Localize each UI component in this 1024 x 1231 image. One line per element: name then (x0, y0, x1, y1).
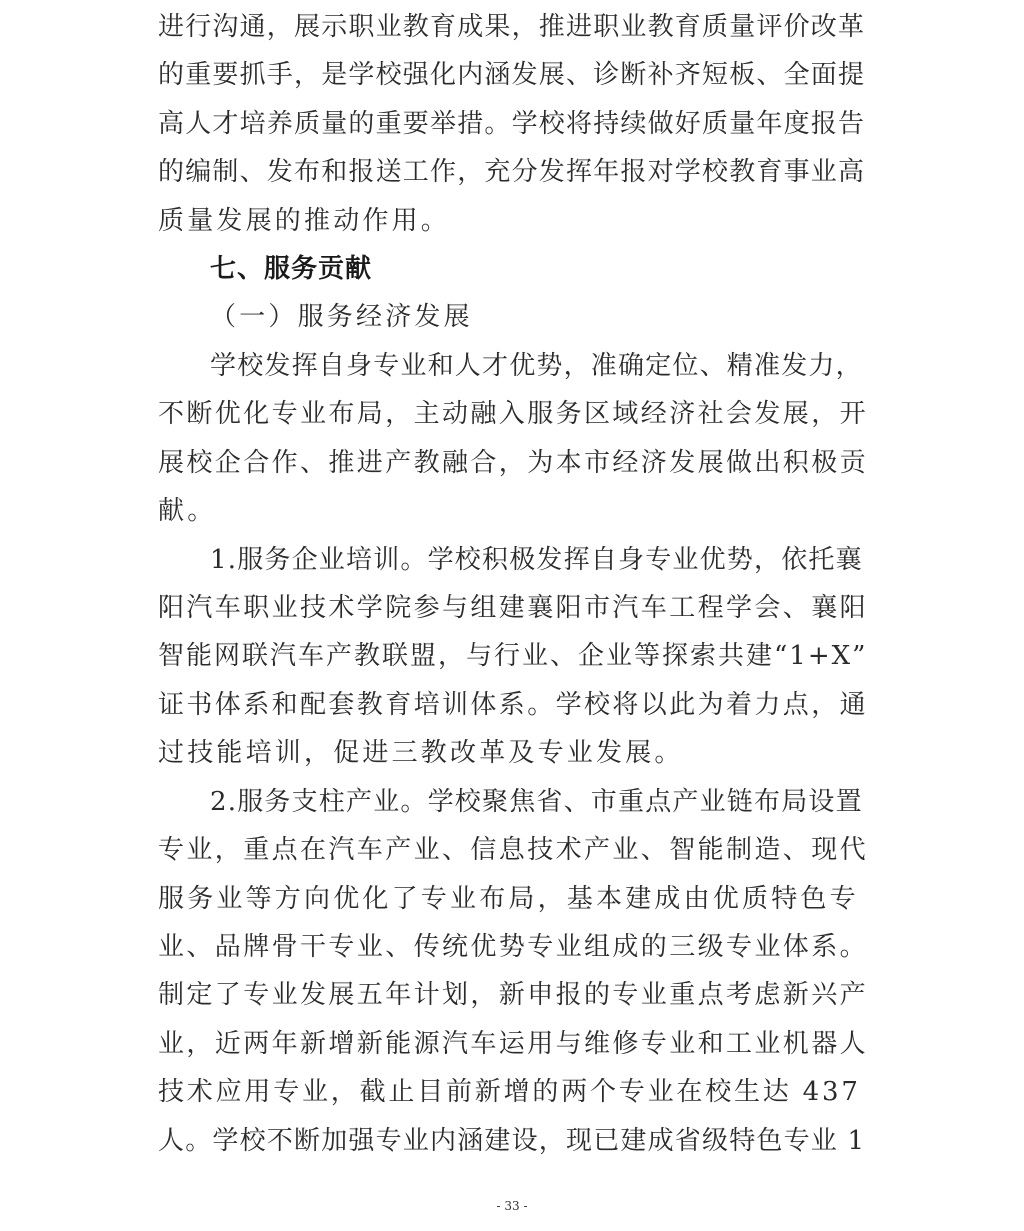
paragraph-intro-line: 的重要抓手，是学校强化内涵发展、诊断补齐短板、全面提 (158, 60, 866, 90)
page-number: - 33 - (496, 1199, 528, 1213)
paragraph-industry-line: 制定了专业发展五年计划，新申报的专业重点考虑新兴产 (158, 980, 869, 1010)
paragraph-industry-line: 专业，重点在汽车产业、信息技术产业、智能制造、现代 (158, 835, 869, 865)
paragraph-training-line: 过技能培训，促进三教改革及专业发展。 (158, 738, 684, 768)
paragraph-industry-line: 业，近两年新增新能源汽车运用与维修专业和工业机器人 (158, 1029, 869, 1059)
paragraph-intro-line: 进行沟通，展示职业教育成果，推进职业教育质量评价改革 (158, 12, 866, 42)
paragraph-economy-line: 不断优化专业布局，主动融入服务区域经济社会发展，开 (158, 399, 869, 429)
paragraph-economy-line: 献。 (158, 496, 217, 526)
paragraph-industry-line: 2.服务支柱产业。学校聚焦省、市重点产业链布局设置 (210, 787, 863, 817)
paragraph-training-line: 证书体系和配套教育培训体系。学校将以此为着力点，通 (158, 690, 869, 720)
paragraph-training-line: 智能网联汽车产教联盟，与行业、企业等探索共建“1+X” (158, 641, 868, 671)
paragraph-industry-line: 服务业等方向优化了专业布局，基本建成由优质特色专 (158, 884, 859, 914)
paragraph-training-line: 阳汽车职业技术学院参与组建襄阳市汽车工程学会、襄阳 (158, 593, 869, 623)
paragraph-industry-line: 人。学校不断加强专业内涵建设，现已建成省级特色专业 1 (158, 1126, 866, 1156)
paragraph-intro-line: 质量发展的推动作用。 (158, 206, 451, 236)
paragraph-economy-line: 展校企合作、推进产教融合，为本市经济发展做出积极贡 (158, 448, 869, 478)
section-heading: 七、服务贡献 (210, 254, 373, 284)
paragraph-intro-line: 的编制、发布和报送工作，充分发挥年报对学校教育事业高 (158, 157, 866, 187)
paragraph-training-line: 1.服务企业培训。学校积极发挥自身专业优势，依托襄 (210, 545, 863, 575)
paragraph-industry-line: 技术应用专业，截止目前新增的两个专业在校生达 437 (158, 1077, 861, 1107)
subsection-heading: （一）服务经济发展 (210, 302, 473, 332)
paragraph-intro-line: 高人才培养质量的重要举措。学校将持续做好质量年度报告 (158, 109, 866, 139)
paragraph-industry-line: 业、品牌骨干专业、传统优势专业组成的三级专业体系。 (158, 932, 869, 962)
paragraph-economy-line: 学校发挥自身专业和人才优势，准确定位、精准发力， (210, 351, 863, 381)
